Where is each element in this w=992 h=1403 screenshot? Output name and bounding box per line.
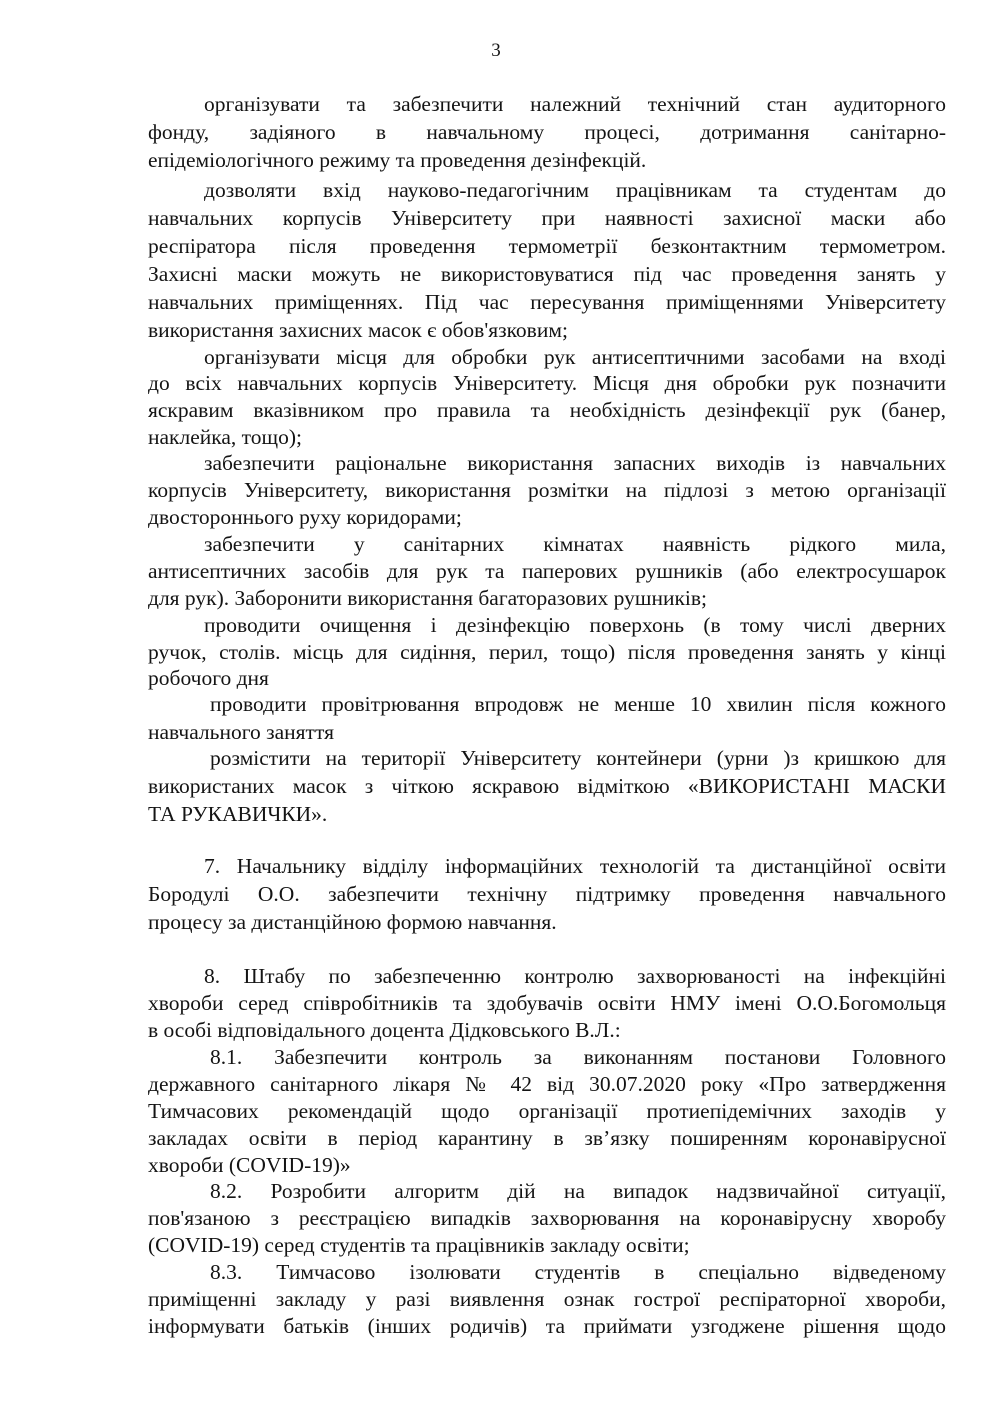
paragraph-line: проводити очищення і дезінфекцію поверхонь (в тому числі дверних: [204, 613, 946, 637]
paragraph-line: використаних масок з чіткою яскравою відміткою «ВИКОРИСТАНІ МАСКИ: [148, 774, 946, 798]
paragraph-line: організувати місця для обробки рук антисептичними засобами на вході: [204, 345, 946, 369]
paragraph-line: закладах освіти в період карантину в зв’язку поширенням коронавірусної: [148, 1126, 946, 1150]
paragraph-line: 8.1. Забезпечити контроль за виконанням постанови Головного: [210, 1045, 946, 1069]
paragraph-line: 8. Штабу по забезпеченню контролю захворюваності на інфекційні: [204, 964, 946, 988]
paragraph-line: ТА РУКАВИЧКИ».: [148, 802, 328, 826]
paragraph-line: респіратора після проведення термометрії безконтактним термометром.: [148, 234, 946, 258]
paragraph-line: Тимчасових рекомендацій щодо організації протиепідемічних заходів у: [148, 1099, 946, 1123]
paragraph-line: двостороннього руху коридорами;: [148, 505, 462, 529]
paragraph-line: навчального заняття: [148, 720, 334, 744]
paragraph-line: організувати та забезпечити належний технічний стан аудиторного: [204, 92, 946, 116]
paragraph-line: (COVID-19) серед студентів та працівників закладу освіти;: [148, 1233, 690, 1257]
paragraph-line: ручок, столів. місць для сидіння, перил, тощо) після проведення занять у кінці: [148, 640, 946, 664]
paragraph-line: антисептичних засобів для рук та паперових рушників (або електросушарок: [148, 559, 946, 583]
paragraph-line: забезпечити у санітарних кімнатах наявність рідкого мила,: [204, 532, 946, 556]
paragraph-line: хвороби (COVID-19)»: [148, 1153, 351, 1177]
paragraph-line: хвороби серед співробітників та здобувачів освіти НМУ імені О.О.Богомольця: [148, 991, 946, 1015]
paragraph-line: яскравим вказівником про правила та необхідність дезінфекції рук (банер,: [148, 398, 946, 422]
paragraph-line: для рук). Заборонити використання багаторазових рушників;: [148, 586, 707, 610]
paragraph-line: корпусів Університету, використання розмітки на підлозі з метою організації: [148, 478, 946, 502]
paragraph-line: дозволяти вхід науково-педагогічним працівникам та студентам до: [204, 178, 946, 202]
paragraph-line: навчальних приміщеннях. Під час пересування приміщеннями Університету: [148, 290, 946, 314]
paragraph-line: використання захисних масок є обов'язковим;: [148, 318, 568, 342]
paragraph-line: розмістити на території Університету контейнери (урни )з кришкою для: [210, 746, 946, 770]
paragraph-line: 8.3. Тимчасово ізолювати студентів в спеціально відведеному: [210, 1260, 946, 1284]
paragraph-line: епідеміологічного режиму та проведення дезінфекцій.: [148, 148, 647, 172]
paragraph-line: робочого дня: [148, 666, 269, 690]
paragraph-line: навчальних корпусів Університету при наявності захисної маски або: [148, 206, 946, 230]
paragraph-line: Захисні маски можуть не використовуватися під час проведення занять у: [148, 262, 946, 286]
paragraph-line: 7. Начальнику відділу інформаційних технологій та дистанційної освіти: [204, 854, 946, 878]
paragraph-line: в особі відповідального доцента Дідковського В.Л.:: [148, 1018, 621, 1042]
paragraph-line: проводити провітрювання впродовж не менше 10 хвилин після кожного: [210, 692, 946, 716]
paragraph-line: до всіх навчальних корпусів Університету. Місця дня обробки рук позначити: [148, 371, 946, 395]
paragraph-line: фонду, задіяного в навчальному процесі, дотримання санітарно-: [148, 120, 946, 144]
paragraph-line: забезпечити раціональне використання запасних виходів із навчальних: [204, 451, 946, 475]
paragraph-line: процесу за дистанційною формою навчання.: [148, 910, 557, 934]
paragraph-line: приміщенні закладу у разі виявлення ознак гострої респіраторної хвороби,: [148, 1287, 946, 1311]
paragraph-line: інформувати батьків (інших родичів) та приймати узгоджене рішення щодо: [148, 1314, 946, 1338]
paragraph-line: державного санітарного лікаря № 42 від 30.07.2020 року «Про затвердження: [148, 1072, 946, 1096]
page-number: 3: [491, 40, 501, 61]
paragraph-line: наклейка, тощо);: [148, 425, 302, 449]
paragraph-line: 8.2. Розробити алгоритм дій на випадок надзвичайної ситуації,: [210, 1179, 946, 1203]
paragraph-line: Бородулі О.О. забезпечити технічну підтримку проведення навчального: [148, 882, 946, 906]
paragraph-line: пов'язаною з реєстрацією випадків захворювання на коронавірусну хворобу: [148, 1206, 946, 1230]
